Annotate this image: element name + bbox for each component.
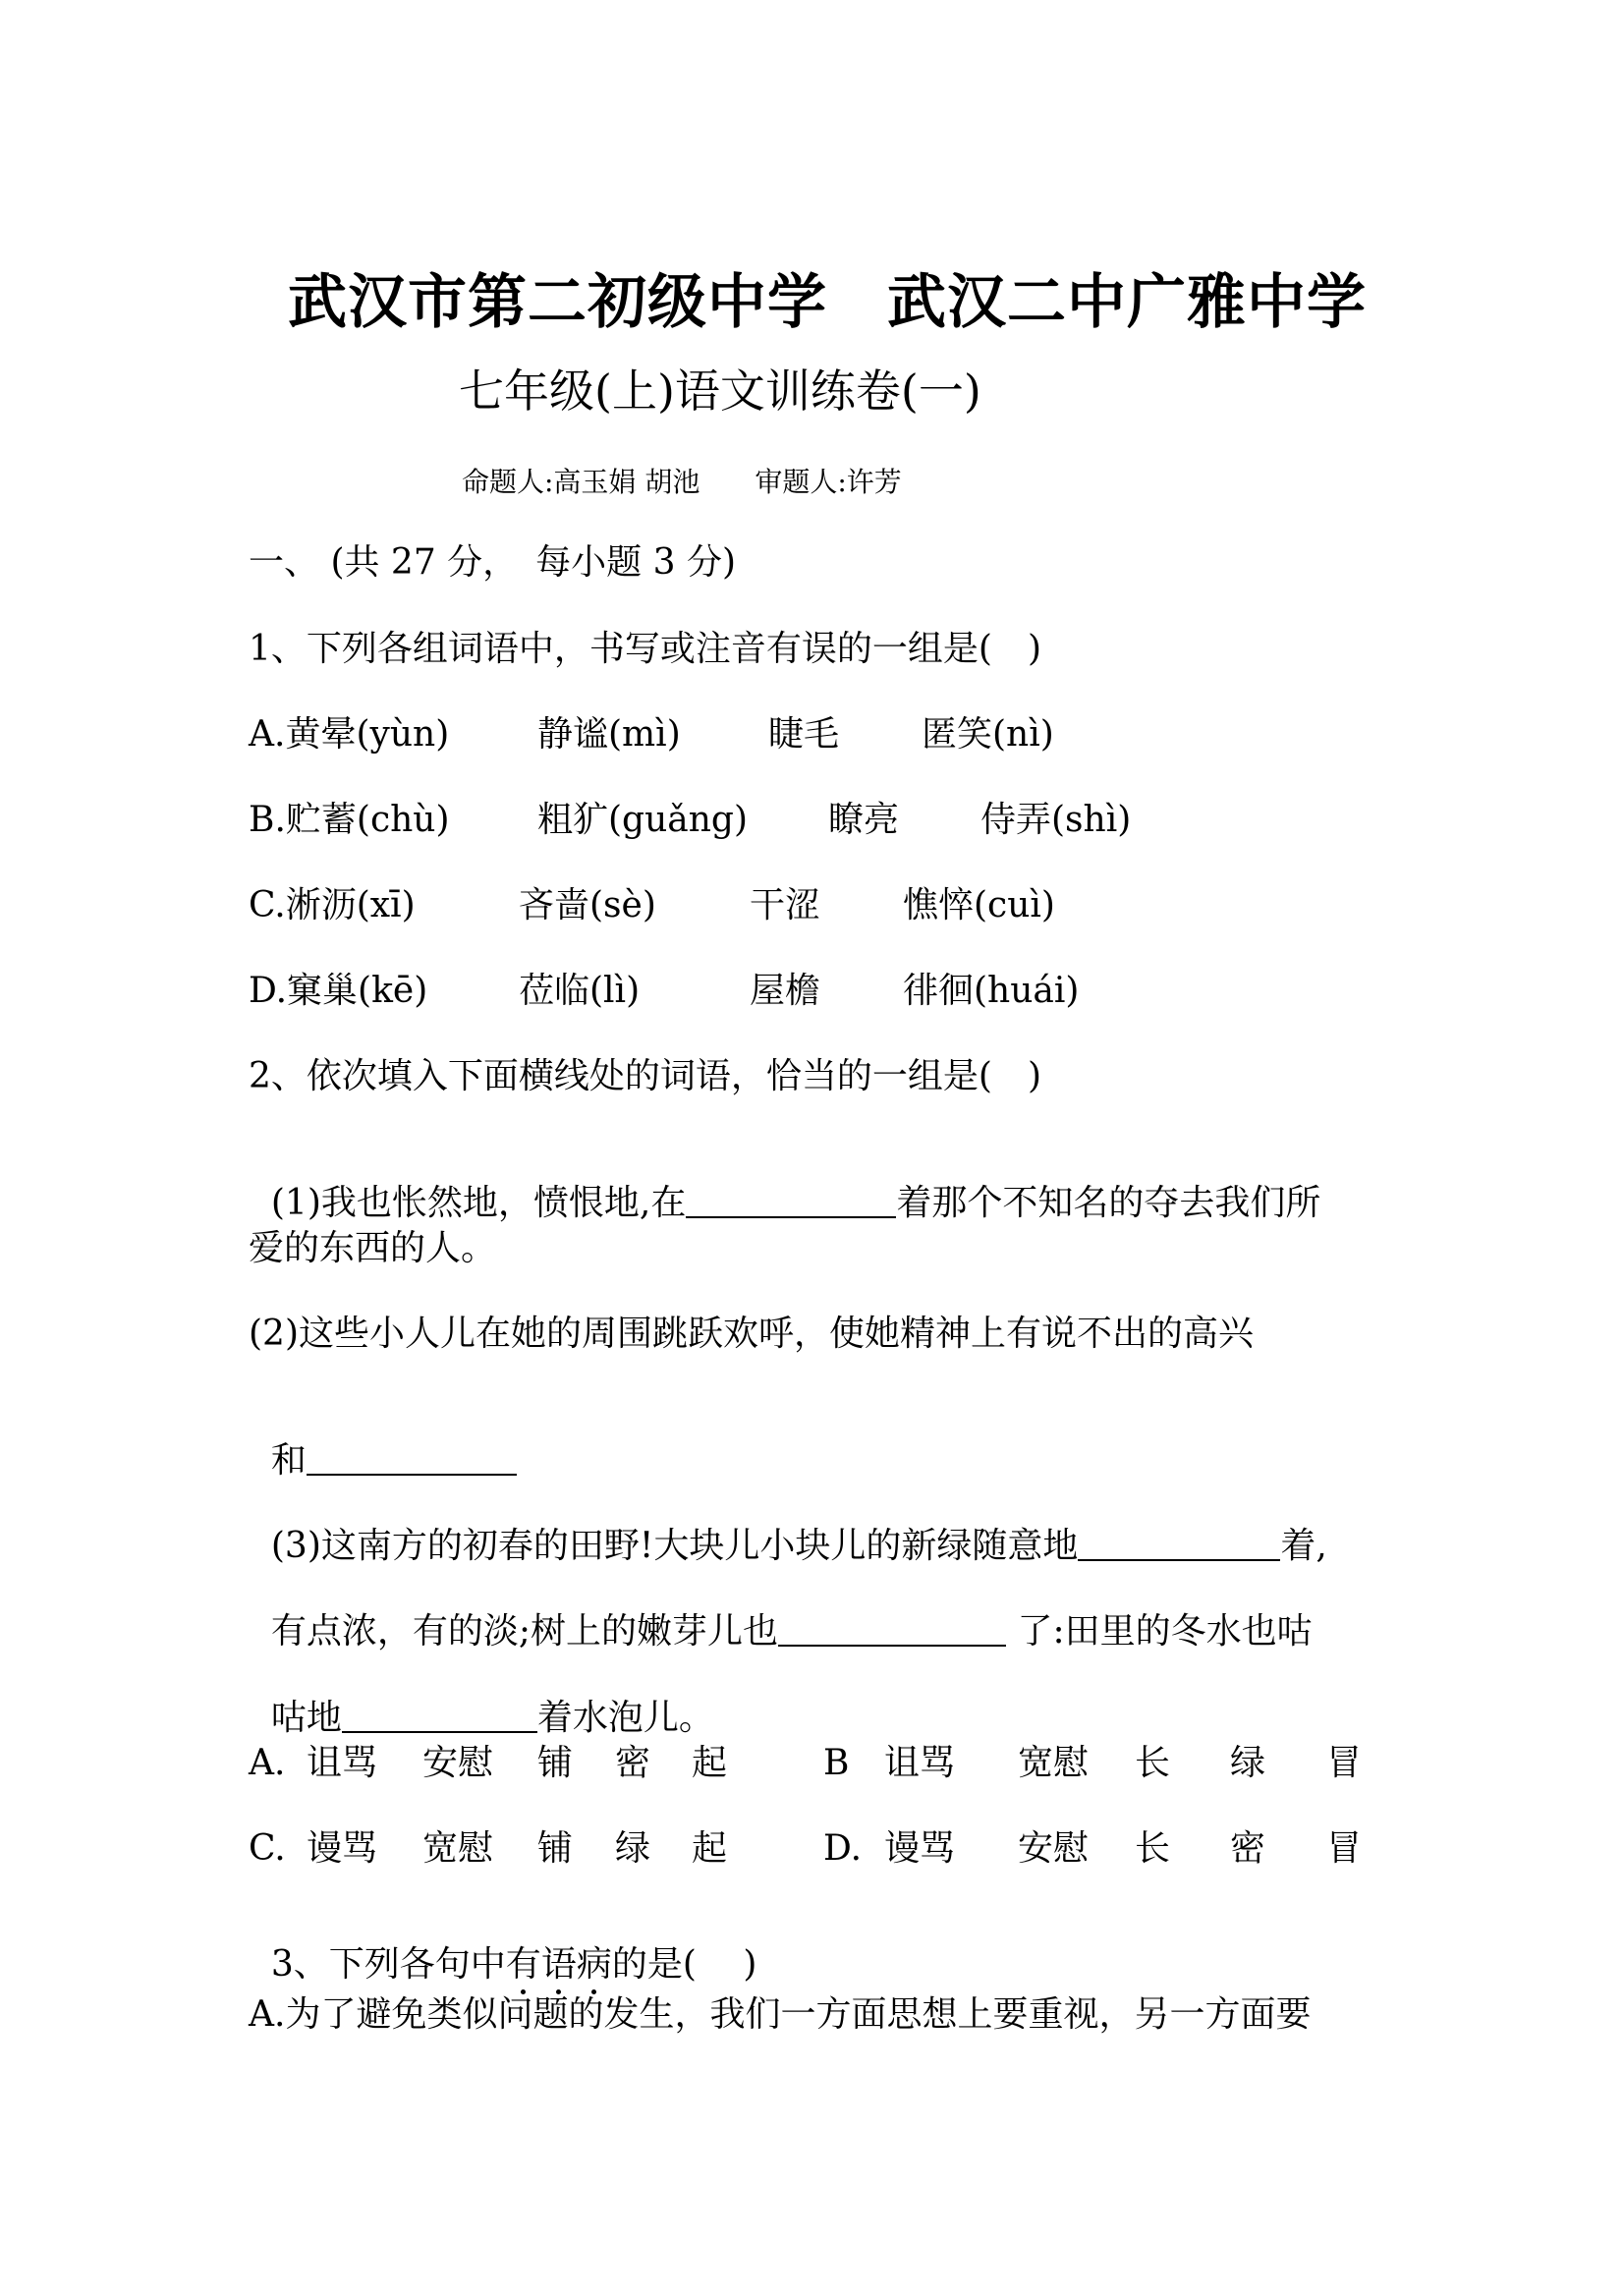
q1-option-word: 侍弄(shì): [980, 800, 1132, 840]
q1-option-word: 徘徊(huái): [903, 971, 1080, 1011]
q1-option-word: 莅临(lì): [519, 971, 641, 1011]
sentence-text: 着那个不知名的夺去我们所: [896, 1183, 1321, 1223]
q1-option-word: 静谧(mì): [537, 714, 681, 755]
emphasis-char: 有: [505, 1944, 541, 1985]
stem-text: 的是( ): [611, 1944, 757, 1985]
q1-option-word: C.淅沥(xī): [249, 885, 416, 925]
emphasis-char: 病: [576, 1944, 612, 1985]
question-2-sentence-3-end: [249, 1660, 714, 1736]
sentence-text: (1)我也怅然地，愤恨地,在: [270, 1183, 687, 1223]
question-2-sentence-3: [249, 1488, 1327, 1564]
q2-option-letter: D.: [823, 1828, 863, 1869]
q2-option-letter: B: [823, 1743, 850, 1783]
q2-option-word: 诅骂: [307, 1743, 378, 1783]
section-heading: 一、 (共 27 分， 每小题 3 分): [249, 542, 737, 583]
fill-blank: [307, 1438, 517, 1476]
author-line: 命题人:高玉娟 胡池 审题人:许芳: [462, 466, 902, 498]
q1-option-word: 干涩: [750, 885, 821, 925]
page-subtitle: 七年级(上)语文训练卷(一): [459, 364, 981, 418]
question-2-sentence-1: [249, 1146, 1320, 1221]
q2-option-word: 密: [615, 1743, 651, 1783]
q2-option-letter: A.: [249, 1743, 286, 1783]
q2-option-word: 铺: [537, 1828, 574, 1869]
fill-blank: [778, 1609, 1006, 1647]
q2-option-word: 冒: [1326, 1743, 1363, 1783]
sentence-text: 着,: [1280, 1526, 1327, 1566]
question-2-sentence-3-cont: [249, 1574, 1313, 1650]
question-2-sentence-1-cont: 爱的东西的人。: [249, 1228, 497, 1268]
stem-text: 3、下列各句中: [270, 1944, 506, 1985]
emphasis-char: 语: [540, 1944, 577, 1985]
q1-option-word: 吝啬(sè): [519, 885, 656, 925]
q2-option-word: 长: [1135, 1743, 1171, 1783]
q1-option-word: 睫毛: [768, 714, 840, 755]
q1-option-word: A.黄晕(yùn): [249, 714, 450, 755]
sentence-text: 和: [270, 1440, 307, 1481]
question-2-stem: 2、依次填入下面横线处的词语，恰当的一组是( ): [249, 1056, 1041, 1096]
q1-option-word: B.贮蓄(chù): [249, 800, 450, 840]
q1-option-word: 匿笑(nì): [922, 714, 1054, 755]
fill-blank: [342, 1696, 537, 1733]
q2-option-word: 谩骂: [307, 1828, 378, 1869]
q1-option-word: 憔悴(cuì): [903, 885, 1055, 925]
q2-option-word: 安慰: [1018, 1828, 1090, 1869]
q1-option-word: 粗犷(guǎng): [537, 800, 749, 840]
fill-blank: [686, 1181, 896, 1218]
q1-option-word: 屋檐: [750, 971, 821, 1011]
sentence-text: (3)这南方的初春的田野!大块儿小块儿的新绿随意地: [270, 1526, 1079, 1566]
q2-option-word: 宽慰: [1018, 1743, 1090, 1783]
question-2-sentence-2-cont: [249, 1403, 517, 1479]
question-3-option-a: A.为了避免类似问题的发生，我们一方面思想上要重视，另一方面要: [249, 1994, 1312, 2035]
q2-option-word: 谩骂: [884, 1828, 956, 1869]
sentence-text: 咕地: [270, 1698, 342, 1738]
sentence-text: 了:田里的冬水也咕: [1006, 1611, 1313, 1652]
q2-option-word: 绿: [1230, 1743, 1266, 1783]
q2-option-word: 诅骂: [884, 1743, 956, 1783]
q2-option-word: 起: [692, 1828, 728, 1869]
q2-option-letter: C.: [249, 1828, 286, 1869]
q2-option-word: 绿: [615, 1828, 651, 1869]
q2-option-word: 密: [1230, 1828, 1266, 1869]
q2-option-word: 铺: [537, 1743, 574, 1783]
q2-option-word: 长: [1135, 1828, 1171, 1869]
question-2-sentence-2: (2)这些小人儿在她的周围跳跃欢呼，使她精神上有说不出的高兴: [249, 1314, 1254, 1354]
fill-blank: [1078, 1524, 1280, 1561]
sentence-text: 着水泡儿。: [536, 1698, 714, 1738]
sentence-text: 有点浓，有的淡;树上的嫩芽儿也: [270, 1611, 779, 1652]
q2-option-word: 起: [692, 1743, 728, 1783]
q2-option-word: 宽慰: [422, 1828, 494, 1869]
q1-option-word: D.窠巢(kē): [249, 971, 428, 1011]
question-1-stem: 1、下列各组词语中，书写或注音有误的一组是( ): [249, 629, 1041, 669]
question-3-stem: [249, 1912, 756, 1983]
q2-option-word: 安慰: [422, 1743, 494, 1783]
q1-option-word: 瞭亮: [828, 800, 900, 840]
q2-option-word: 冒: [1326, 1828, 1363, 1869]
page-title: 武汉市第二初级中学 武汉二中广雅中学: [288, 268, 1367, 337]
